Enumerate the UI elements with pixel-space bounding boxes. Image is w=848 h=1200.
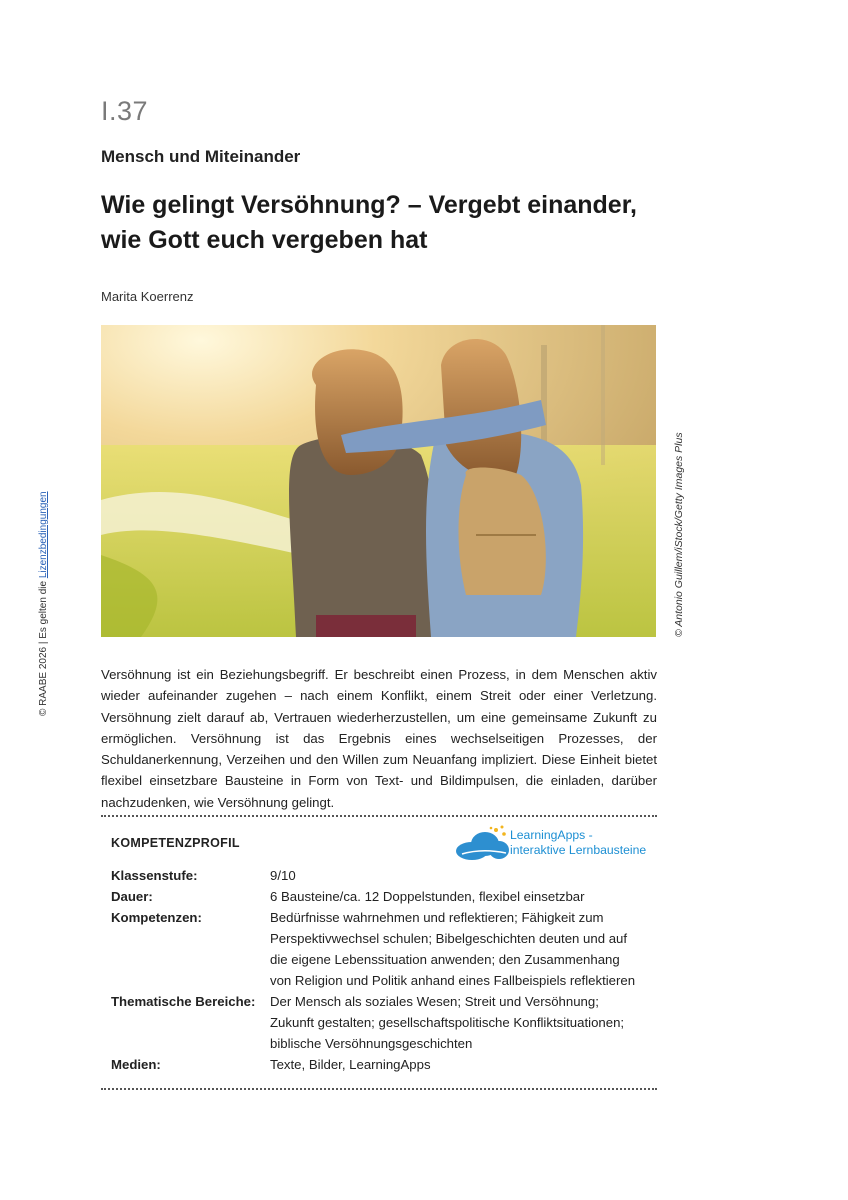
row-label: Medien:	[111, 1057, 161, 1072]
profile-row-klassenstufe	[111, 865, 657, 886]
profile-heading: KOMPETENZPROFIL	[111, 836, 240, 850]
license-note	[38, 491, 49, 716]
logo-line-2: interaktive Lernbausteine	[510, 843, 647, 857]
page-title: Wie gelingt Versöhnung? – Vergebt einander, wie Gott euch vergeben hat	[101, 191, 637, 254]
divider-bottom	[101, 1088, 657, 1090]
cloud-icon	[456, 826, 509, 861]
row-value: Bedürfnisse wahrnehmen und reflektieren; Fähigkeit zum Perspektivwechsel schulen; Bibelgeschichten deuten und auf die eigene Lebenssituation anwenden; den Zusammenhang von Religion und Politik anhand eines Fallbeispiels reflektieren	[270, 910, 636, 988]
row-value: 6 Bausteine/ca. 12 Doppelstunden, flexibel einsetzbar	[270, 889, 585, 904]
learningapps-label[interactable]	[510, 828, 646, 858]
license-link[interactable]: Lizenzbedingungen	[38, 491, 49, 579]
profile-row-kompetenzen	[111, 907, 657, 991]
unit-code: I.37	[101, 96, 149, 126]
author-name: Marita Koerrenz	[101, 289, 194, 304]
row-label: Kompetenzen:	[111, 910, 202, 925]
intro-paragraph	[101, 664, 657, 813]
logo-line-1: LearningApps -	[510, 828, 593, 842]
photo-credit: © Antonio Guillem/iStock/Getty Images Plus	[673, 432, 685, 637]
divider-top	[101, 815, 657, 817]
row-label: Dauer:	[111, 889, 153, 904]
profile-row-medien	[111, 1054, 657, 1075]
copyright-text: © RAABE 2026 | Es gelten die	[38, 580, 49, 716]
row-value: 9/10	[270, 868, 296, 883]
cover-photo	[101, 325, 656, 637]
category-heading: Mensch und Miteinander	[101, 147, 301, 166]
intro-text: Versöhnung ist ein Beziehungsbegriff. Er beschreibt einen Prozess, in dem Menschen aktiv wieder aufeinander zugehen – nach einem Konflikt, einem Streit oder einer Verletzung. Versöhnung zielt darauf ab, Vertrauen wiederherzustellen, um eine gemeinsame Zukunft zu ermöglichen. Versöhnung ist das Ergebnis eines wechselseitigen Prozesses, der Schuldanerkennung, Verzeihen und den Willen zum Neuanfang impliziert. Diese Einheit bietet flexibel einsetzbare Bausteine in Form von Text- und Bildimpulsen, die einladen, darüber nachzudenken, wie Versöhnung gelingt.	[101, 667, 657, 810]
profile-row-dauer	[111, 886, 657, 907]
row-value: Texte, Bilder, LearningApps	[270, 1057, 431, 1072]
row-label: Thematische Bereiche:	[111, 994, 256, 1009]
row-label: Klassenstufe:	[111, 868, 198, 883]
row-value: Der Mensch als soziales Wesen; Streit und Versöhnung; Zukunft gestalten; gesellschaftspolitische Konfliktsituationen; biblische Versöhnungsgeschichten	[270, 994, 625, 1051]
profile-row-thematische-bereiche	[111, 991, 657, 1054]
